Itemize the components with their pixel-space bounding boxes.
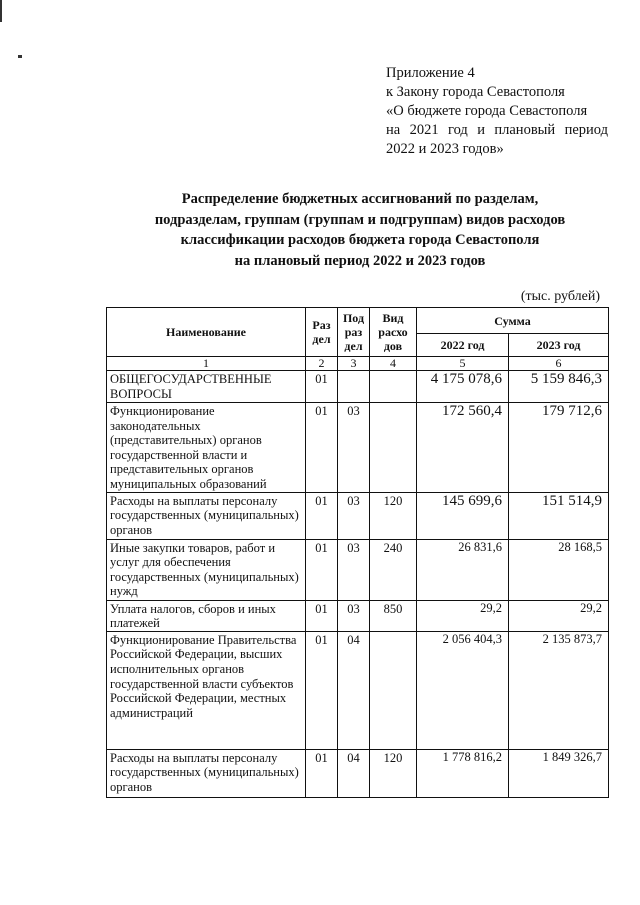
row-sum-2023: 1 849 326,7: [509, 749, 609, 797]
row-expense-type: [370, 371, 417, 403]
header-subsection: Под раз дел: [338, 308, 370, 357]
title-line-2: подразделам, группам (группам и подгруппам) видов расходов: [154, 211, 566, 228]
table-row: [107, 371, 609, 403]
appendix-line-4: на 2021 год и плановый период: [386, 122, 608, 138]
table-row: [107, 539, 609, 600]
index-cell: 6: [509, 357, 609, 371]
row-sum-2023: 151 514,9: [509, 492, 609, 539]
row-subsection: 04: [338, 631, 370, 749]
row-sum-2023: 179 712,6: [509, 403, 609, 493]
row-sum-2023: 2 135 873,7: [509, 631, 609, 749]
row-sum-2022: 4 175 078,6: [417, 371, 509, 403]
index-cell: 4: [370, 357, 417, 371]
row-name: Уплата налогов, сборов и иных платежей: [107, 600, 306, 631]
table-row: [107, 492, 609, 539]
row-name: ОБЩЕГОСУДАРСТВЕННЫЕ ВОПРОСЫ: [107, 371, 306, 403]
row-subsection: 03: [338, 539, 370, 600]
row-section: 01: [306, 403, 338, 493]
row-sum-2023: 5 159 846,3: [509, 371, 609, 403]
row-sum-2023: 29,2: [509, 600, 609, 631]
row-subsection: 03: [338, 403, 370, 493]
title-line-4: на плановый период 2022 и 2023 годов: [234, 252, 486, 269]
header-year-2022: 2022 год: [417, 334, 509, 357]
row-sum-2022: 2 056 404,3: [417, 631, 509, 749]
appendix-line-2: к Закону города Севастополя: [386, 84, 565, 100]
scan-mark-top: [0, 0, 2, 22]
appendix-line-5: 2022 и 2023 годов»: [386, 141, 504, 157]
row-subsection: 04: [338, 749, 370, 797]
row-name: Расходы на выплаты персоналу государственных (муниципальных) органов: [107, 749, 306, 797]
row-sum-2023: 28 168,5: [509, 539, 609, 600]
table-row: [107, 600, 609, 631]
header-sum: Сумма: [417, 308, 609, 334]
header-year-2023: 2023 год: [509, 334, 609, 357]
table-row: [107, 403, 609, 493]
row-expense-type: 240: [370, 539, 417, 600]
row-sum-2022: 145 699,6: [417, 492, 509, 539]
row-sum-2022: 1 778 816,2: [417, 749, 509, 797]
row-expense-type: 120: [370, 749, 417, 797]
budget-table: [106, 307, 609, 798]
row-name: Функционирование законодательных (представительных) органов государственной власти и представительных органов муниципальных образований: [107, 403, 306, 493]
row-expense-type: [370, 403, 417, 493]
row-subsection: 03: [338, 492, 370, 539]
header-expense-type: Вид расхо дов: [370, 308, 417, 357]
row-section: 01: [306, 631, 338, 749]
header-section: Раз дел: [306, 308, 338, 357]
index-cell: 3: [338, 357, 370, 371]
row-sum-2022: 172 560,4: [417, 403, 509, 493]
title-line-1: Распределение бюджетных ассигнований по разделам,: [181, 191, 539, 207]
row-section: 01: [306, 492, 338, 539]
row-subsection: 03: [338, 600, 370, 631]
row-name: Функционирование Правительства Российской Федерации, высших исполнительных органов государственной власти субъектов Российской Федерации, местных администраций: [107, 631, 306, 749]
row-name: Расходы на выплаты персоналу государственных (муниципальных) органов: [107, 492, 306, 539]
row-expense-type: [370, 631, 417, 749]
appendix-line-1: Приложение 4: [386, 65, 475, 81]
header-name: Наименование: [107, 308, 306, 357]
index-cell: 5: [417, 357, 509, 371]
title-line-3: классификации расходов бюджета города Севастополя: [180, 232, 540, 248]
row-sum-2022: 29,2: [417, 600, 509, 631]
row-name: Иные закупки товаров, работ и услуг для обеспечения государственных (муниципальных) нужд: [107, 539, 306, 600]
scan-mark-dot: [18, 55, 22, 58]
document-title: [80, 189, 640, 271]
row-sum-2022: 26 831,6: [417, 539, 509, 600]
index-cell: 2: [306, 357, 338, 371]
appendix-block: [386, 64, 608, 159]
row-section: 01: [306, 600, 338, 631]
index-cell: 1: [107, 357, 306, 371]
row-expense-type: 120: [370, 492, 417, 539]
table-row: [107, 749, 609, 797]
units-label: (тыс. рублей): [520, 289, 600, 304]
table-row: [107, 631, 609, 749]
row-expense-type: 850: [370, 600, 417, 631]
row-section: 01: [306, 371, 338, 403]
row-section: 01: [306, 749, 338, 797]
row-section: 01: [306, 539, 338, 600]
appendix-line-3: «О бюджете города Севастополя: [386, 103, 588, 119]
row-subsection: [338, 371, 370, 403]
